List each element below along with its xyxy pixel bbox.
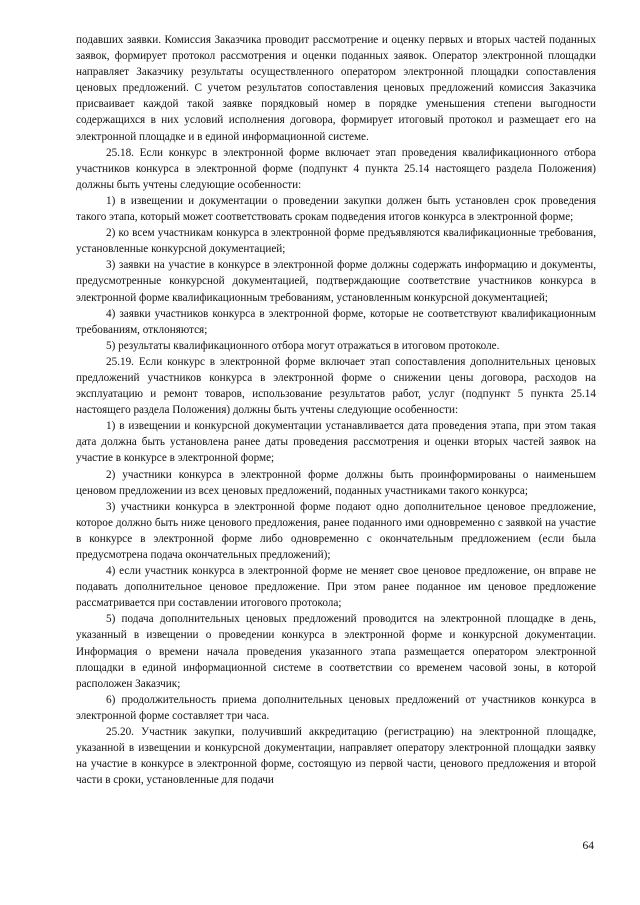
list-item: 6) продолжительность приема дополнительных ценовых предложений от участников конкурса в электронной форме составляет три часа. bbox=[76, 693, 596, 722]
paragraph-25-20: 25.20. Участник закупки, получивший аккредитацию (регистрацию) на электронной площадке, указанной в извещении и конкурсной документации, направляет оператору электронной площадки заявку на участие в конкурсе в электронной форме, состоящую из первой части, ценового предложения и второй части в сроки, установленные для подачи bbox=[76, 726, 596, 787]
list-item: 4) заявки участников конкурса в электронной форме, которые не соответствуют квалификационным требованиям, отклоняются; bbox=[76, 307, 596, 336]
paragraph-continuation: подавших заявки. Комиссия Заказчика проводит рассмотрение и оценку первых и вторых частей поданных заявок, формирует протокол рассмотрения и оценки поданных заявок. Оператор электронной площадки направляет Заказчику результаты осуществленного оператором электронной площадки сопоставления ценовых предложений. С учетом результатов сопоставления ценовых предложений комиссия Заказчика присваивает каждой такой заявке порядковый номер в порядке уменьшения степени выгодности содержащихся в них условий исполнения договора, формирует итоговый протокол и размещает его на электронной площадке и в единой информационной системе. bbox=[76, 34, 596, 143]
document-page bbox=[76, 32, 596, 788]
list-item: 4) если участник конкурса в электронной форме не меняет свое ценовое предложение, он вправе не подавать дополнительное ценовое предложение. При этом ранее поданное им ценовое предложение рассматривается при составлении итогового протокола; bbox=[76, 565, 596, 610]
list-item: 1) в извещении и документации о проведении закупки должен быть установлен срок проведения такого этапа, который может соответствовать срокам подведения итогов конкурса в электронной форме; bbox=[76, 194, 596, 224]
list-item: 1) в извещении и конкурсной документации устанавливается дата проведения этапа, при этом такая дата должна быть установлена ранее даты проведения рассмотрения и оценки вторых частей заявок на участие в конкурсе в электронной форме; bbox=[76, 420, 596, 465]
paragraph-25-18: 25.18. Если конкурс в электронной форме включает этап проведения квалификационного отбора участников конкурса в электронной форме (подпункт 4 пункта 25.14 настоящего раздела Положения) должны быть учтены следующие особенности: bbox=[76, 146, 596, 191]
page-number: 64 bbox=[582, 840, 594, 852]
list-item: 3) участники конкурса в электронной форме подают одно дополнительное ценовое предложение, которое должно быть ниже ценового предложения, ранее поданного ими одновременно с заявкой на участие в конкурсе в электронной форме либо одновременно с окончательным предложением (если была предусмотрена подача окончательных предложений); bbox=[76, 500, 596, 561]
list-item: 5) результаты квалификационного отбора могут отражаться в итоговом протоколе. bbox=[106, 339, 500, 352]
list-item: 2) ко всем участникам конкурса в электронной форме предъявляются квалификационные требования, установленные конкурсной документацией; bbox=[76, 227, 596, 256]
paragraph-25-19: 25.19. Если конкурс в электронной форме включает этап сопоставления дополнительных ценовых предложений участников конкурса в электронной форме о снижении цены договора, расходов на эксплуатацию и ремонт товаров, использование результатов работ, услуг (подпункт 5 пункта 25.14 настоящего раздела Положения) должны быть учтены следующие особенности: bbox=[76, 355, 596, 417]
list-item: 2) участники конкурса в электронной форме должны быть проинформированы о наименьшем ценовом предложении из всех ценовых предложений, поданных участниками такого конкурса; bbox=[76, 468, 596, 497]
list-item: 5) подача дополнительных ценовых предложений проводится на электронной площадке в день, указанный в извещении о проведении конкурса в электронной форме и конкурсной документации. Информация о времени начала проведения указанного этапа размещается оператором электронной площадки в единой информационной системе в соответствии со временем часовой зоны, в которой расположен Заказчик; bbox=[76, 613, 596, 690]
list-item: 3) заявки на участие в конкурсе в электронной форме должны содержать информацию и документы, предусмотренные конкурсной документацией, подтверждающие соответствие участников конкурса в электронной форме квалификационным требованиям, установленным конкурсной документацией; bbox=[76, 259, 596, 304]
